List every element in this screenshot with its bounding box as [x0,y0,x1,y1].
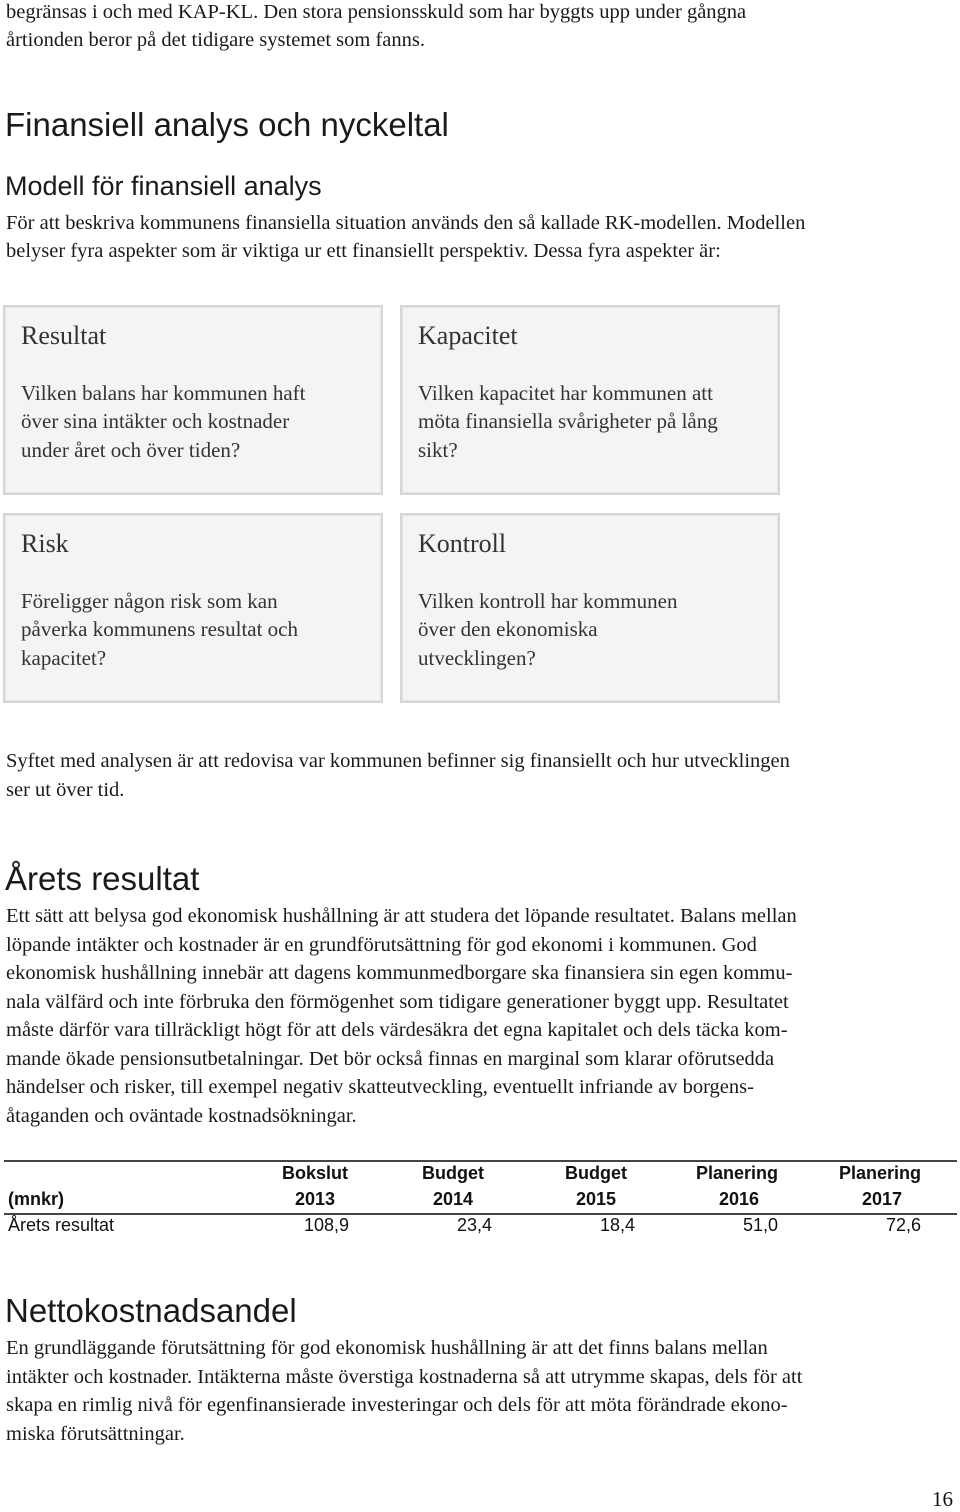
section2-line: måste därför vara tillräckligt högt för att dels värdesäkra det egna kapitalet och dels täcka kom- [6,1019,788,1041]
aspect-box-line: Vilken balans har kommunen haft [21,381,306,405]
aspect-box-title: Kontroll [418,529,507,558]
section3-line: miska förutsättningar. [6,1423,185,1445]
intro-line-1: begränsas i och med KAP-KL. Den stora pensionsskuld som har byggts upp under gångna [6,1,747,23]
aspect-box-kapacitet [400,305,780,495]
aspect-box-line: kapacitet? [21,646,107,670]
aspect-box-risk [3,513,383,703]
column-year: 2016 [719,1188,760,1209]
table-row [4,1212,957,1238]
section-title-nettokostnadsandel: Nettokostnadsandel [5,1292,297,1329]
table-cell: 72,6 [885,1214,921,1235]
table-cell: 108,9 [303,1214,349,1235]
aspect-box-line: Föreligger någon risk som kan [21,589,278,613]
section-title-finansiell-analys: Finansiell analys och nyckeltal [5,106,449,143]
section3-line: En grundläggande förutsättning för god ekonomisk hushållning är att det finns balans mellan [6,1337,768,1359]
column-header: Budget [565,1162,627,1183]
aspect-box-line: Vilken kapacitet har kommunen att [418,381,713,405]
table-cell: 51,0 [742,1214,778,1235]
aspect-box-line: utvecklingen? [418,646,536,670]
aspect-box-kontroll [400,513,780,703]
aspect-box-line: sikt? [418,438,458,462]
section2-line: Ett sätt att belysa god ekonomisk hushållning är att studera det löpande resultatet. Balans mellan [6,905,797,927]
row-label: Årets resultat [8,1214,115,1235]
intro-line-2: årtionden beror på det tidigare systemet som fanns. [6,29,425,51]
table-cell: 23,4 [456,1214,492,1235]
table-header-row [4,1186,957,1212]
aspect-box-resultat [3,305,383,495]
aspect-box-title: Kapacitet [418,321,518,350]
column-year: 2014 [433,1188,474,1209]
column-year: 2015 [576,1188,617,1209]
aspect-box-line: möta finansiella svårigheter på lång [418,409,718,433]
aspect-box-title: Resultat [21,321,107,350]
table-header-row [4,1160,957,1186]
subsection-title-modell: Modell för finansiell analys [5,171,322,201]
aspect-box-line: under året och över tiden? [21,438,241,462]
column-year: 2013 [295,1188,336,1209]
unit-label: (mnkr) [8,1188,65,1209]
aspect-box-line: Vilken kontroll har kommunen [418,589,678,613]
section3-line: intäkter och kostnader. Intäkterna måste överstiga kostnaderna så att utrymme skapas, dels för att [6,1366,803,1388]
table-cell: 18,4 [599,1214,635,1235]
aspect-box-line: över den ekonomiska [418,617,598,641]
column-header: Planering [696,1162,779,1183]
results-table [4,1160,957,1238]
section2-line: händelser och risker, till exempel negativ skatteutveckling, eventuellt infriande av borgens- [6,1076,754,1098]
section2-line: löpande intäkter och kostnader är en grundförutsättning för god ekonomi i kommunen. God [6,934,757,956]
column-header: Bokslut [282,1162,349,1183]
aspect-box-line: påverka kommunens resultat och [21,617,298,641]
section-title-arets-resultat: Årets resultat [5,860,200,897]
column-header: Planering [839,1162,922,1183]
section2-line: ekonomisk hushållning innebär att dagens kommunmedborgare ska finansiera sin egen kommu- [6,962,793,984]
purpose-line-1: Syftet med analysen är att redovisa var kommunen befinner sig finansiellt och hur utvecklingen [6,750,790,772]
purpose-line-2: ser ut över tid. [6,779,125,801]
column-header: Budget [422,1162,484,1183]
section2-line: mande ökade pensionsutbetalningar. Det bör också finnas en marginal som klarar oförutsedda [6,1048,775,1070]
aspect-box-line: över sina intäkter och kostnader [21,409,290,433]
page-number: 16 [932,1487,953,1511]
section1-line-2: belyser fyra aspekter som är viktiga ur ett finansiellt perspektiv. Dessa fyra aspekter är: [6,240,721,262]
section2-line: åtaganden och oväntade kostnadsökningar. [6,1105,357,1127]
section3-line: skapa en rimlig nivå för egenfinansierade investeringar och dels för att möta förändrade ekono- [6,1394,788,1416]
aspect-box-title: Risk [21,529,69,558]
column-year: 2017 [862,1188,903,1209]
section2-line: nala välfärd och inte förbruka den förmögenhet som tidigare generationer byggt upp. Resultatet [6,991,789,1013]
section1-line-1: För att beskriva kommunens finansiella situation används den så kallade RK-modellen. Modellen [6,212,806,234]
